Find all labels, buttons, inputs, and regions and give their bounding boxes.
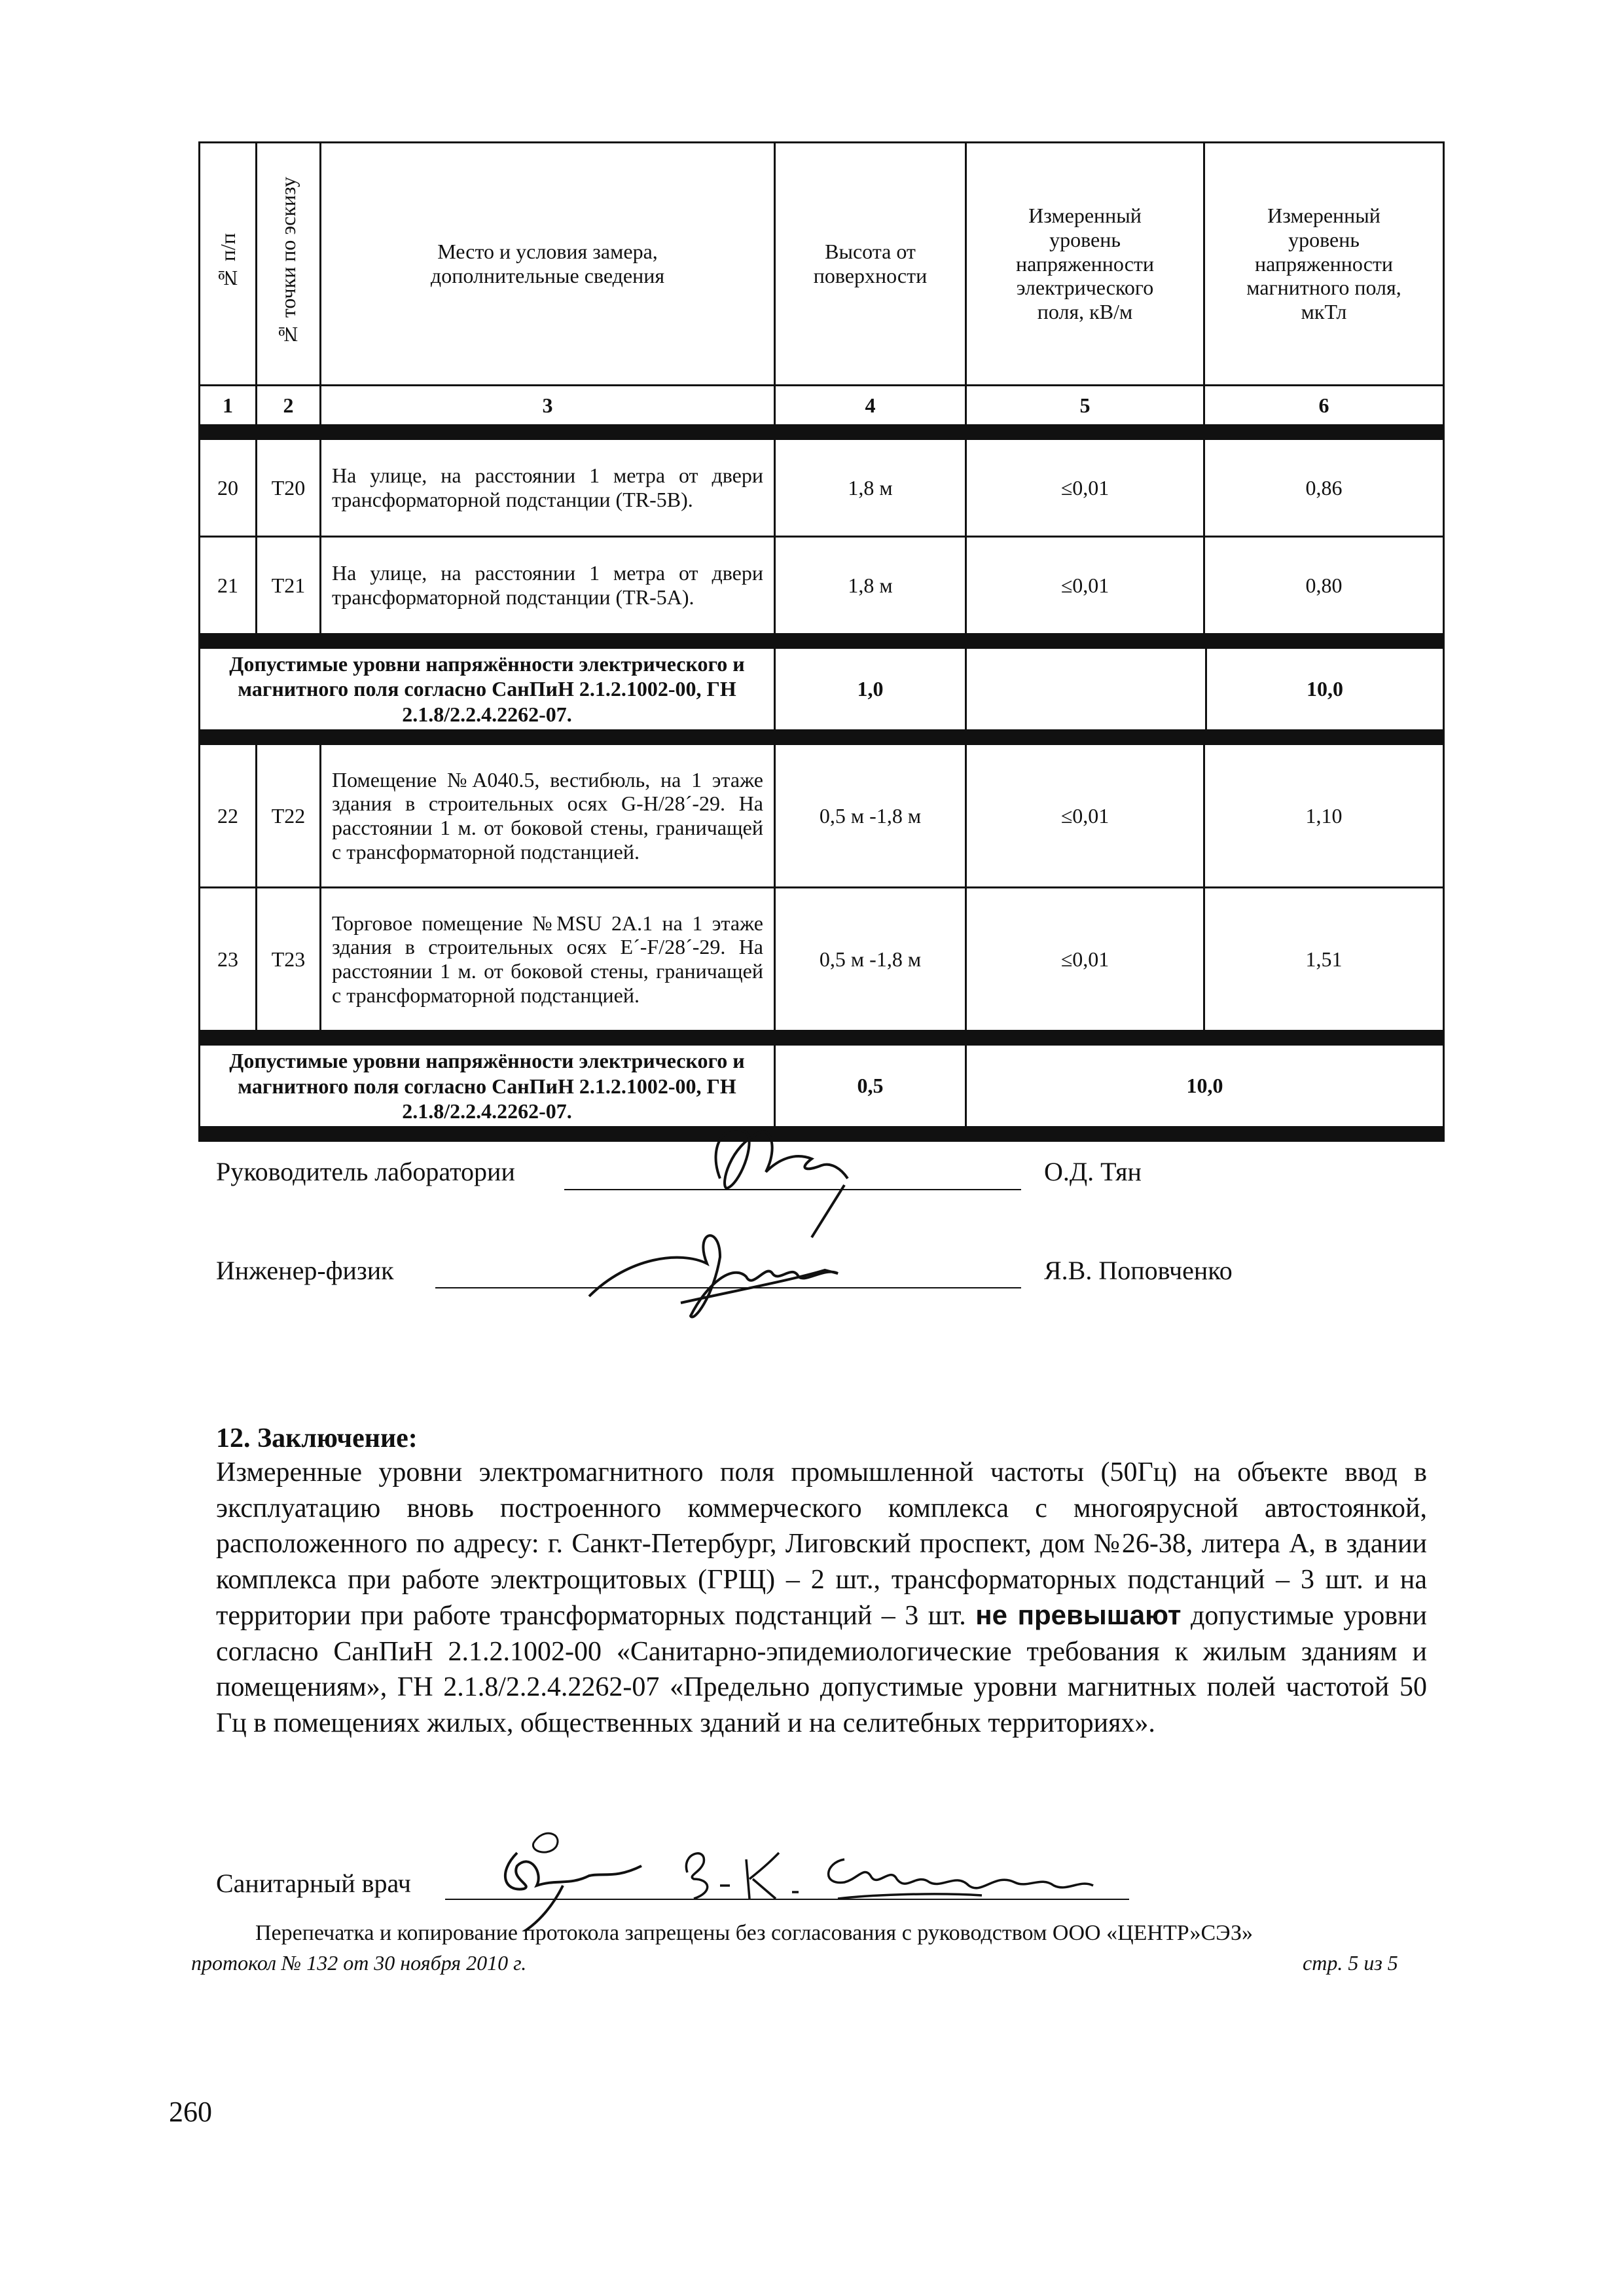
norm-text: Допустимые уровни напряжённости электрического и магнитного поля согласно СанПиН 2.1.2.1002-00, ГН 2.1.8/2.2.4.2262-07.	[200, 1045, 775, 1127]
cell-height: 0,5 м -1,8 м	[775, 888, 966, 1031]
table-row	[200, 537, 1444, 634]
cell-number: 22	[200, 744, 257, 888]
norm-m-limit: 10,0	[1205, 649, 1443, 729]
cell-place: На улице, на расстоянии 1 метра от двери трансформаторной подстанции (TR-5B).	[321, 439, 775, 537]
column-number: 6	[1204, 386, 1444, 426]
conclusion-text-before: Измеренные уровни электромагнитного поля промышленной частоты (50Гц) на объекте ввод в эксплуатацию вновь построенного коммерческого комплекса с многоярусной автостоянкой, расположенного по адресу: г. Санкт-Петербург, Лиговский проспект, дом №26-38, литера А, в здании комплекса при работе электрощитовых (ГРЩ) – 2 шт., трансформаторных подстанций – 3 шт. и на территории при работе трансформаторных подстанций – 3 шт.	[216, 1457, 1427, 1631]
cell-number: 20	[200, 439, 257, 537]
column-number: 1	[200, 386, 257, 426]
engineer-signature-image	[576, 1218, 903, 1336]
column-number: 2	[257, 386, 321, 426]
header-cell-height: Высота от поверхности	[775, 143, 966, 386]
header-cell-place: Место и условия замера, дополнительные сведения	[321, 143, 775, 386]
row-separator	[200, 1031, 1444, 1045]
measurement-table	[198, 141, 1445, 1142]
column-number: 3	[321, 386, 775, 426]
norm-e-limit: 0,5	[775, 1045, 966, 1127]
footer-page-of: стр. 5 из 5	[1303, 1951, 1398, 1975]
engineer-name: Я.В. Поповченко	[1044, 1256, 1233, 1285]
cell-e-field: ≤0,01	[966, 537, 1204, 634]
norm-spacer	[967, 649, 1205, 729]
cell-number: 23	[200, 888, 257, 1031]
doctor-role: Санитарный врач	[216, 1869, 411, 1898]
table-header-row	[200, 143, 1444, 386]
cell-number: 21	[200, 537, 257, 634]
norm-e-limit: 1,0	[775, 648, 966, 731]
cell-point: Т23	[257, 888, 321, 1031]
conclusion-title: 12. Заключение:	[216, 1423, 418, 1453]
cell-height: 0,5 м -1,8 м	[775, 744, 966, 888]
engineer-role: Инженер-физик	[216, 1256, 394, 1285]
cell-height: 1,8 м	[775, 439, 966, 537]
row-separator	[200, 634, 1444, 648]
header-cell-point: № точки по эскизу	[257, 143, 321, 386]
header-cell-number: № п/п	[200, 143, 257, 386]
footer-protocol: протокол № 132 от 30 ноября 2010 г.	[191, 1951, 527, 1975]
cell-m-field: 0,86	[1204, 439, 1444, 537]
cell-place: На улице, на расстоянии 1 метра от двери трансформаторной подстанции (TR-5A).	[321, 537, 775, 634]
cell-e-field: ≤0,01	[966, 888, 1204, 1031]
row-separator	[200, 731, 1444, 744]
cell-place: Помещение №А040.5, вестибюль, на 1 этаже здания в строительных осях G-H/28´-29. На расстоянии 1 м. от боковой стены, граничащей с трансформаторной подстанцией.	[321, 744, 775, 888]
doctor-signature-image	[471, 1814, 1159, 1931]
norm-text: Допустимые уровни напряжённости электрического и магнитного поля согласно СанПиН 2.1.2.1002-00, ГН 2.1.8/2.2.4.2262-07.	[200, 648, 775, 731]
cell-height: 1,8 м	[775, 537, 966, 634]
cell-place: Торговое помещение №MSU 2A.1 на 1 этаже здания в строительных осях E´-F/28´-29. На расстоянии 1 м. от боковой стены, граничащей с трансформаторной подстанцией.	[321, 888, 775, 1031]
cell-m-field: 0,80	[1204, 537, 1444, 634]
conclusion-text-after: допустимые уровни согласно СанПиН 2.1.2.1002-00 «Санитарно-эпидемиологические требования к жилым зданиям и помещениям», ГН 2.1.8/2.2.4.2262-07 «Предельно допустимые уровни магнитных полей частотой 50 Гц в помещениях жилых, общественных зданий и на селитебных территориях».	[216, 1601, 1428, 1738]
norm-row	[200, 648, 1444, 731]
cell-m-field: 1,10	[1204, 744, 1444, 888]
head-name: О.Д. Тян	[1044, 1157, 1142, 1186]
table-row	[200, 439, 1444, 537]
conclusion-text	[216, 1455, 1427, 1741]
cell-m-field: 1,51	[1204, 888, 1444, 1031]
header-cell-e-field: Измеренный уровень напряженности электрического поля, кВ/м	[966, 143, 1204, 386]
table-row	[200, 888, 1444, 1031]
head-role: Руководитель лаборатории	[216, 1157, 515, 1186]
header-cell-m-field: Измеренный уровень напряженности магнитного поля, мкТл	[1204, 143, 1444, 386]
cell-point: Т22	[257, 744, 321, 888]
conclusion-emphasis: не превышают	[975, 1599, 1182, 1630]
row-separator	[200, 426, 1444, 439]
cell-point: Т20	[257, 439, 321, 537]
column-number-row	[200, 386, 1444, 426]
footer-note: Перепечатка и копирование протокола запрещены без согласования с руководством ООО «ЦЕНТР»СЭЗ»	[255, 1921, 1254, 1945]
table-row	[200, 744, 1444, 888]
cell-point: Т21	[257, 537, 321, 634]
column-number: 4	[775, 386, 966, 426]
page-number: 260	[169, 2096, 212, 2128]
norm-m-limit: 10,0	[966, 1045, 1444, 1127]
cell-e-field: ≤0,01	[966, 744, 1204, 888]
column-number: 5	[966, 386, 1204, 426]
cell-e-field: ≤0,01	[966, 439, 1204, 537]
norm-m-limit-wrap	[966, 648, 1444, 731]
